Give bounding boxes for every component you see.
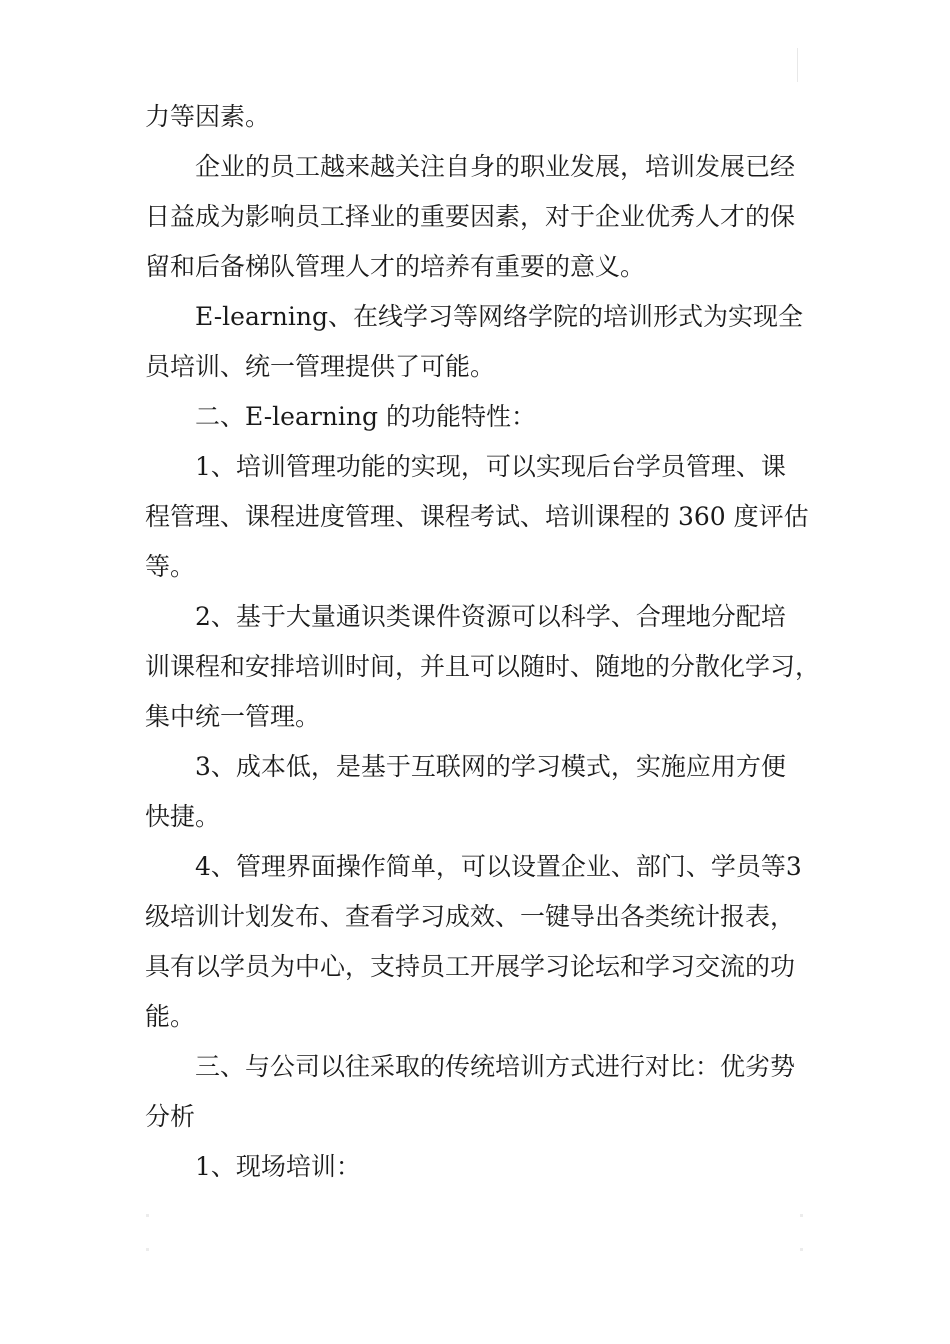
margin-mark xyxy=(800,1248,803,1251)
text-line: 等。 xyxy=(145,552,196,581)
margin-mark xyxy=(146,1248,149,1251)
text-line: 3、成本低，是基于互联网的学习模式，实施应用方便 xyxy=(195,752,786,781)
margin-mark xyxy=(797,48,798,82)
text-line: 2、基于大量通识类课件资源可以科学、合理地分配培 xyxy=(195,602,786,631)
text-line: E-learning、在线学习等网络学院的培训形式为实现全 xyxy=(195,302,804,331)
subsection-heading: 1、现场培训： xyxy=(195,1152,361,1181)
text-line: 留和后备梯队管理人才的培养有重要的意义。 xyxy=(145,252,646,281)
text-line: 集中统一管理。 xyxy=(145,702,321,731)
text-line: 企业的员工越来越关注自身的职业发展，培训发展已经 xyxy=(195,152,796,181)
text-line: 程管理、课程进度管理、课程考试、培训课程的 360 度评估 xyxy=(145,502,809,531)
text-line: 分析 xyxy=(145,1102,196,1131)
text-line: 1、培训管理功能的实现，可以实现后台学员管理、课 xyxy=(195,452,786,481)
text-line: 级培训计划发布、查看学习成效、一键导出各类统计报表， xyxy=(145,902,796,931)
text-line: 员培训、统一管理提供了可能。 xyxy=(145,352,496,381)
text-line: 具有以学员为中心，支持员工开展学习论坛和学习交流的功 xyxy=(145,952,796,981)
section-heading: 二、E-learning 的功能特性： xyxy=(195,402,536,431)
text-line: 能。 xyxy=(145,1002,196,1031)
section-heading: 三、与公司以往采取的传统培训方式进行对比：优劣势 xyxy=(195,1052,796,1081)
text-line: 4、管理界面操作简单，可以设置企业、部门、学员等3 xyxy=(195,852,802,881)
margin-mark xyxy=(800,1214,803,1217)
text-line: 日益成为影响员工择业的重要因素，对于企业优秀人才的保 xyxy=(145,202,796,231)
text-line: 力等因素。 xyxy=(145,102,271,131)
text-line: 训课程和安排培训时间，并且可以随时、随地的分散化学习， xyxy=(145,652,821,681)
text-line: 快捷。 xyxy=(145,802,221,831)
margin-mark xyxy=(146,1214,149,1217)
